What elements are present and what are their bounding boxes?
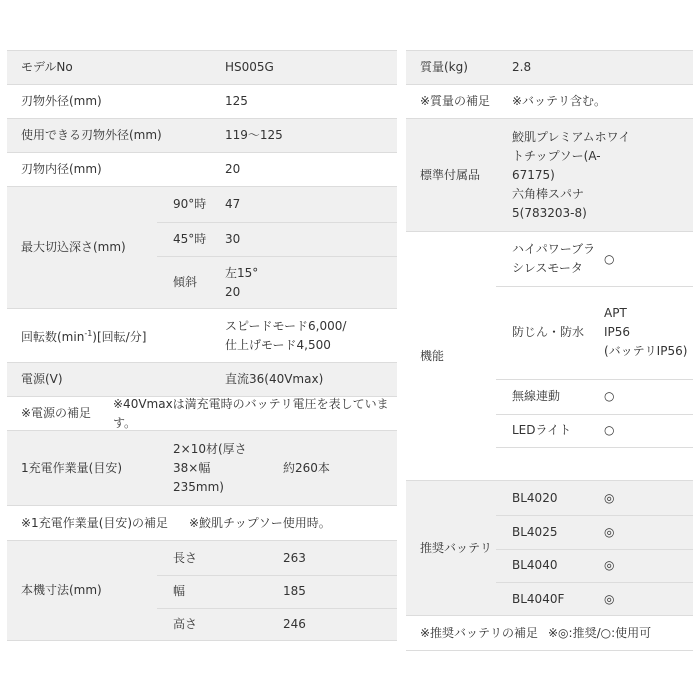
feature-led-label: LEDライト	[512, 423, 572, 437]
row-model	[7, 50, 397, 85]
max-cut-bevel-label: 傾斜	[173, 275, 198, 289]
battery-note-value: ※◎:推奨/○:使用可	[548, 625, 652, 640]
power-note-value: ※40Vmaxは満充電時のバッテリ電圧を表しています。	[113, 396, 389, 430]
feature-dust-value: APT IP56 (バッテリIP56)	[604, 306, 688, 358]
features-label: 機能	[420, 348, 445, 363]
feature-motor-value: ○	[604, 251, 615, 266]
model-label: モデルNo	[21, 60, 73, 74]
feature-motor-label: ハイパワーブラ シレスモータ	[512, 242, 596, 275]
accessories-label: 標準付属品	[420, 167, 481, 182]
dims-height-value: 246	[283, 617, 306, 631]
max-cut-90-label: 90°時	[173, 197, 207, 211]
mass-value: 2.8	[512, 60, 532, 74]
max-cut-label: 最大切込深さ(mm)	[21, 240, 126, 254]
blade-inner-value: 20	[225, 162, 241, 176]
row-work	[7, 431, 397, 506]
feature-wireless-value: ○	[604, 389, 615, 403]
row-max-cut	[7, 187, 397, 309]
feature-wireless-label: 無線連動	[512, 389, 561, 403]
work-label: 1充電作業量(目安)	[21, 460, 122, 475]
row-blade-inner	[7, 153, 397, 187]
battery-bl4040f-value: ◎	[604, 591, 615, 606]
row-blade-outer	[7, 85, 397, 119]
battery-bl4040f-label: BL4040F	[512, 591, 565, 606]
work-material: 2×10材(厚さ 38×幅 235mm)	[173, 441, 247, 494]
mass-label: 質量(kg)	[420, 60, 468, 74]
max-cut-bevel-value: 左15° 20	[225, 265, 259, 299]
battery-note-label: ※推奨バッテリの補足	[420, 625, 539, 640]
power-label: 電源(V)	[21, 372, 63, 386]
rpm-value: スピードモード6,000/ 仕上げモード4,500	[225, 318, 347, 352]
battery-bl4025-label: BL4025	[512, 524, 558, 539]
row-battery-note	[406, 616, 693, 651]
blade-outer-value: 125	[225, 94, 248, 108]
row-power	[7, 363, 397, 397]
dims-width-value: 185	[283, 584, 306, 598]
row-mass-note	[406, 85, 693, 119]
blade-outer-label: 刃物外径(mm)	[21, 94, 102, 108]
max-cut-45-label: 45°時	[173, 231, 207, 246]
mass-note-label: ※質量の補足	[420, 94, 491, 108]
battery-bl4025-value: ◎	[604, 524, 615, 539]
max-cut-45-value: 30	[225, 231, 241, 246]
battery-bl4020-value: ◎	[604, 490, 615, 505]
row-accessories	[406, 119, 693, 232]
max-cut-90-value: 47	[225, 197, 241, 211]
row-mass	[406, 50, 693, 85]
row-rpm	[7, 309, 397, 363]
work-value: 約260本	[283, 460, 330, 475]
dims-width-label: 幅	[173, 584, 186, 598]
row-work-note	[7, 506, 397, 541]
dims-length-label: 長さ	[173, 550, 198, 565]
dims-height-label: 高さ	[173, 617, 198, 631]
usable-blade-label: 使用できる刃物外径(mm)	[21, 128, 162, 142]
power-value: 直流36(40Vmax)	[225, 372, 324, 386]
battery-label: 推奨バッテリ	[420, 540, 493, 555]
feature-dust-label: 防じん・防水	[512, 325, 585, 339]
row-battery	[406, 481, 693, 616]
work-note-label: ※1充電作業量(目安)の補足	[21, 515, 169, 530]
dims-length-value: 263	[283, 550, 306, 565]
dims-label: 本機寸法(mm)	[21, 583, 102, 597]
feature-led-value: ○	[604, 423, 615, 437]
work-note-value: ※鮫肌チップソー使用時。	[189, 515, 331, 530]
row-usable-blade	[7, 119, 397, 153]
power-note-label: ※電源の補足	[21, 406, 92, 420]
usable-blade-value: 119〜125	[225, 128, 283, 142]
accessories-value: 鮫肌プレミアムホワイ トチップソー(A- 67175) 六角棒スパナ 5(783203-8)	[512, 129, 631, 220]
blade-inner-label: 刃物内径(mm)	[21, 162, 102, 176]
battery-bl4040-value: ◎	[604, 558, 615, 572]
row-power-note	[7, 397, 397, 431]
model-value: HS005G	[225, 60, 274, 74]
row-features	[406, 232, 693, 481]
battery-bl4020-label: BL4020	[512, 490, 558, 505]
row-dims	[7, 541, 397, 641]
rpm-label: 回転数$(\min^{-1})$[回転/分]	[21, 329, 147, 344]
mass-note-value: ※バッテリ含む。	[512, 94, 607, 108]
battery-bl4040-label: BL4040	[512, 558, 558, 572]
